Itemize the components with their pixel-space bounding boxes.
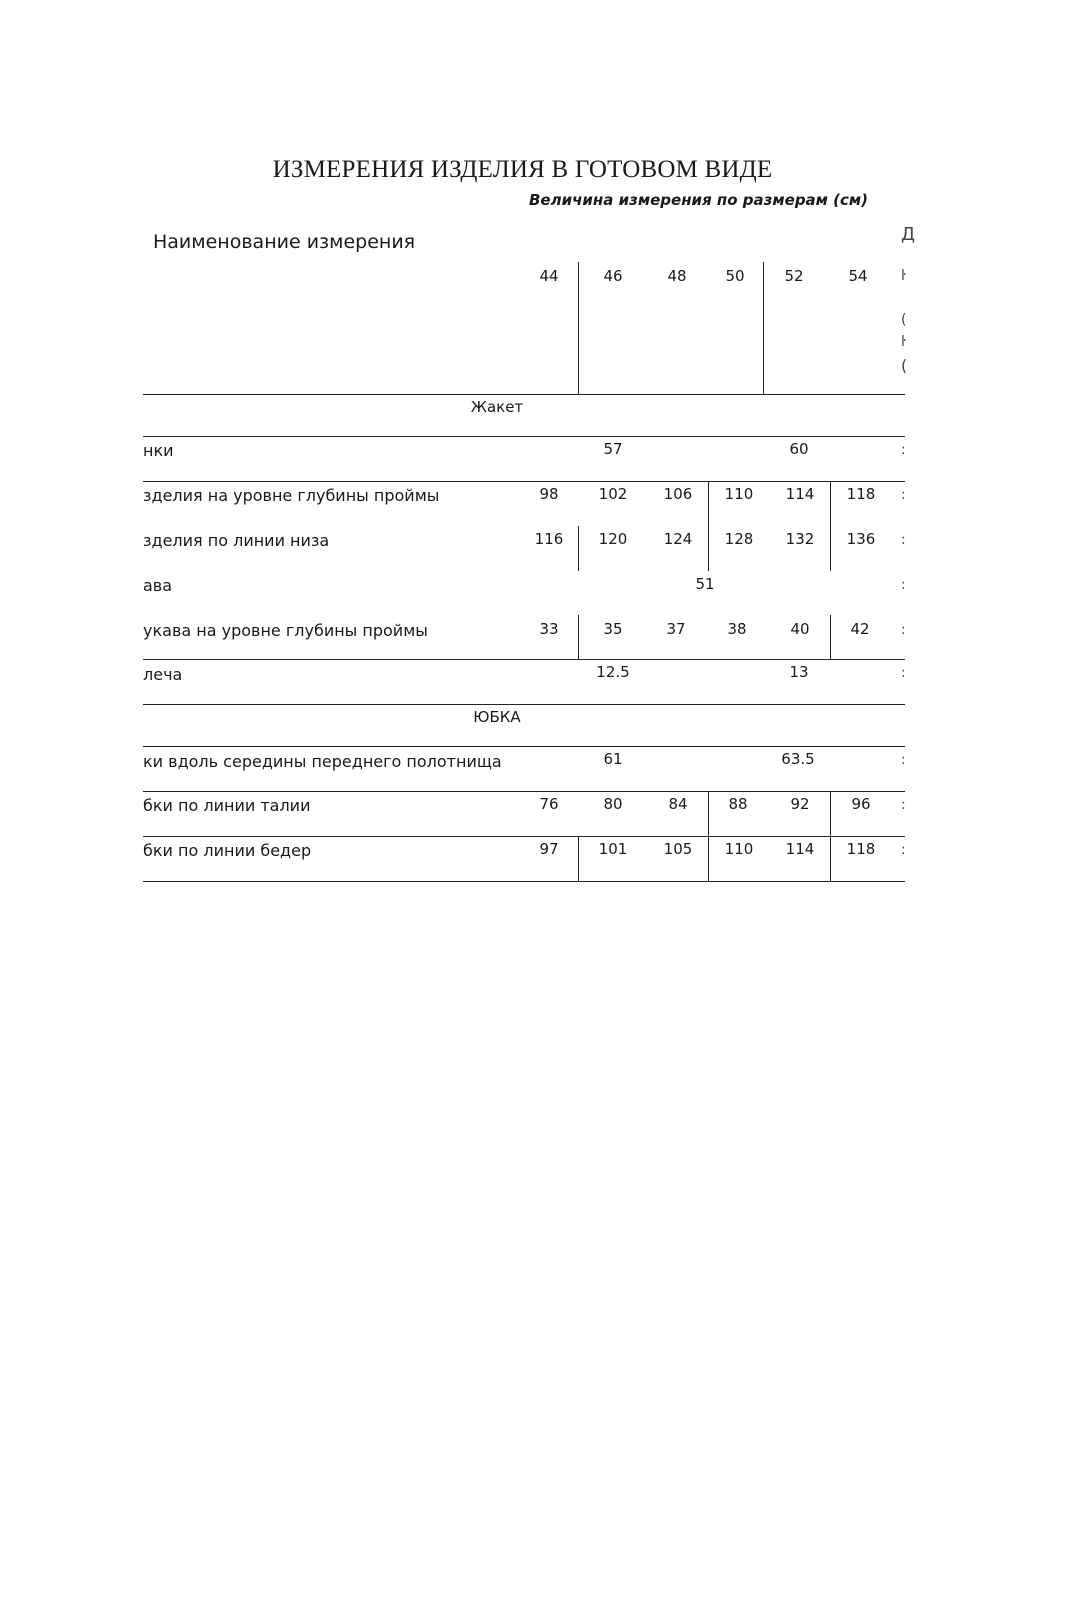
cropped-edge-glyph: : — [901, 842, 906, 858]
row-divider — [143, 436, 905, 437]
size-header-cell: 54 — [848, 267, 868, 285]
measurement-value: 33 — [539, 620, 559, 638]
measurement-value: 42 — [850, 620, 870, 638]
size-header-cell: 48 — [667, 267, 687, 285]
measurement-value: 57 — [603, 440, 623, 458]
measurement-value: 76 — [539, 795, 559, 813]
section-title-skirt: ЮБКА — [473, 708, 521, 726]
cropped-edge-glyph: ( — [901, 312, 907, 328]
measurement-value: 80 — [603, 795, 623, 813]
measurement-label: бки по линии талии — [143, 796, 311, 815]
measurement-value: 102 — [598, 485, 628, 503]
row-divider — [143, 881, 905, 882]
size-header-cell: 44 — [539, 267, 559, 285]
measurement-value: 124 — [663, 530, 693, 548]
measurement-label: зделия на уровне глубины проймы — [143, 486, 440, 505]
measurement-value: 38 — [727, 620, 747, 638]
measurement-value: 132 — [785, 530, 815, 548]
cropped-edge-glyph: : — [901, 622, 906, 638]
cropped-edge-glyph: Д — [901, 224, 916, 245]
row-divider — [143, 704, 905, 705]
column-divider — [708, 481, 709, 571]
measurement-value: 37 — [666, 620, 686, 638]
cropped-edge-glyph: : — [901, 532, 906, 548]
measurement-value: 98 — [539, 485, 559, 503]
cropped-edge-glyph: ( — [901, 356, 908, 375]
row-divider — [143, 481, 905, 482]
measurement-value: 97 — [539, 840, 559, 858]
cropped-edge-glyph: : — [901, 752, 906, 768]
measurement-label: леча — [143, 665, 183, 684]
row-divider — [143, 659, 905, 660]
column-divider — [578, 526, 579, 571]
cropped-edge-glyph: ŀ — [901, 334, 906, 350]
cropped-edge-glyph: ŀ — [901, 268, 906, 284]
measurement-value: 110 — [724, 485, 754, 503]
cropped-edge-glyph: : — [901, 487, 906, 503]
measurement-value: 114 — [785, 485, 815, 503]
measurement-value: 60 — [789, 440, 809, 458]
measurement-value: 13 — [789, 663, 809, 681]
measurement-label: укава на уровне глубины проймы — [143, 621, 428, 640]
size-header-cell: 46 — [603, 267, 623, 285]
cropped-edge-glyph: : — [901, 577, 906, 593]
measurement-value: 110 — [724, 840, 754, 858]
size-header-cell: 50 — [725, 267, 745, 285]
size-header-cell: 52 — [784, 267, 804, 285]
cropped-edge-glyph: : — [901, 665, 906, 681]
row-divider — [143, 746, 905, 747]
measurement-value: 51 — [695, 575, 715, 593]
measurement-label: зделия по линии низа — [143, 531, 330, 550]
measurement-value: 105 — [663, 840, 693, 858]
measurement-value: 116 — [534, 530, 564, 548]
cropped-edge-glyph: : — [901, 442, 906, 458]
row-divider — [143, 394, 905, 395]
measurement-value: 63.5 — [781, 750, 815, 768]
column-divider — [578, 836, 579, 881]
measurement-value: 84 — [668, 795, 688, 813]
section-title-jacket: Жакет — [470, 398, 524, 416]
column-divider — [578, 615, 579, 659]
measurement-value: 120 — [598, 530, 628, 548]
column-divider — [830, 791, 831, 881]
measurement-value: 96 — [851, 795, 871, 813]
measurement-label: бки по линии бедер — [143, 841, 312, 860]
measurement-value: 61 — [603, 750, 623, 768]
measurement-value: 106 — [663, 485, 693, 503]
measurement-label: ки вдоль середины переднего полотнища — [143, 752, 502, 771]
measurement-value: 136 — [846, 530, 876, 548]
measurement-value: 101 — [598, 840, 628, 858]
column-divider — [830, 615, 831, 659]
cropped-edge-glyph: : — [901, 797, 906, 813]
measurement-value: 92 — [790, 795, 810, 813]
measurement-label: нки — [143, 441, 174, 460]
measurement-name-header: Наименование измерения — [153, 231, 416, 253]
measurement-value: 114 — [785, 840, 815, 858]
column-divider — [578, 262, 579, 394]
measurement-value: 12.5 — [596, 663, 630, 681]
row-divider — [143, 791, 905, 792]
measurement-value: 118 — [846, 485, 876, 503]
column-divider — [830, 481, 831, 571]
measurement-value: 128 — [724, 530, 754, 548]
document-title: ИЗМЕРЕНИЯ ИЗДЕЛИЯ В ГОТОВОМ ВИДЕ — [272, 156, 773, 183]
measurement-value: 118 — [846, 840, 876, 858]
column-divider — [763, 262, 764, 394]
measurement-label: ава — [143, 576, 173, 595]
measurement-value: 35 — [603, 620, 623, 638]
size-header-caption: Величина измерения по размерам (см) — [529, 191, 869, 209]
measurement-value: 40 — [790, 620, 810, 638]
column-divider — [708, 791, 709, 881]
measurement-value: 88 — [728, 795, 748, 813]
row-divider — [143, 836, 905, 837]
